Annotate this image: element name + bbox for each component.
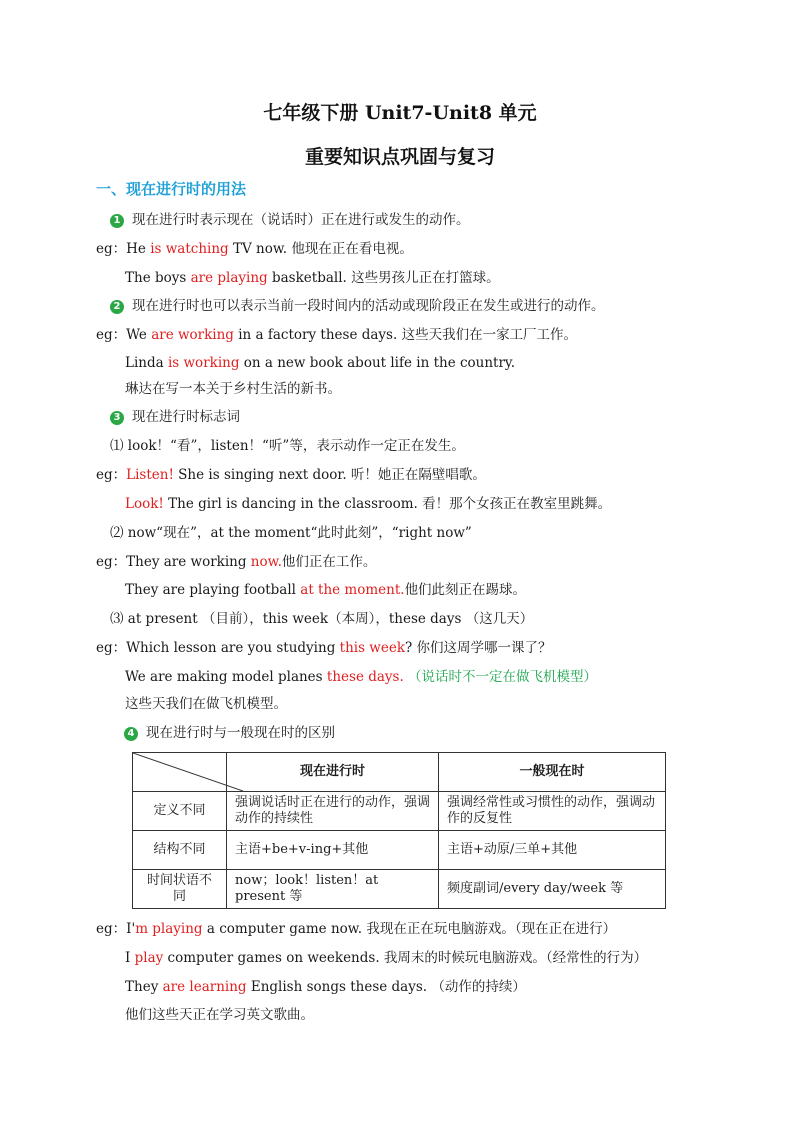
highlight-text: is watching (150, 241, 229, 257)
example-text: They (125, 979, 163, 995)
example-text: in a factory these days. 这些天我们在一家工厂工作。 (233, 327, 578, 343)
table-row (133, 831, 666, 870)
example-line (96, 553, 376, 571)
highlight-text: this week (339, 640, 406, 656)
example-text: The girl is dancing in the classroom. 看！那个女孩正在教室里跳舞。 (163, 496, 612, 512)
point-1 (110, 211, 470, 229)
example-line (125, 668, 597, 686)
table-corner-cell (133, 753, 227, 792)
table-row-label: 结构不同 (133, 831, 227, 870)
example-text: a computer game now. 我现在正在玩电脑游戏。（现在正在进行） (202, 921, 617, 937)
example-text: eg：He (96, 241, 151, 257)
section-heading: 一、现在进行时的用法 (96, 180, 247, 198)
number-4-icon: 4 (124, 727, 138, 741)
example-line (96, 639, 552, 657)
table-row (133, 792, 666, 831)
table-cell: now；look！listen！at present 等 (227, 870, 439, 909)
example-line (125, 581, 526, 599)
highlight-text: Listen! (126, 467, 174, 483)
document-subtitle: 重要知识点巩固与复习 (304, 146, 495, 168)
highlight-text: are learning (162, 979, 247, 995)
sub-point-1: ⑴ look！“看”，listen！“听”等，表示动作一定正在发生。 (110, 438, 465, 454)
comparison-table (132, 752, 666, 909)
example-text: She is singing next door. 听！她正在隔壁唱歌。 (173, 467, 486, 483)
point-2-text: 现在进行时也可以表示当前一段时间内的活动或现阶段正在发生或进行的动作。 (132, 298, 605, 314)
example-text: computer games on weekends. 我周末的时候玩电脑游戏。（经常性的行为） (163, 950, 648, 966)
table-cell: 强调说话时正在进行的动作，强调动作的持续性 (227, 792, 439, 831)
example-line (125, 354, 515, 372)
point-4 (124, 724, 335, 742)
example-line (96, 240, 413, 258)
highlight-text: is working (167, 355, 240, 371)
point-1-text: 现在进行时表示现在（说话时）正在进行或发生的动作。 (132, 212, 470, 228)
example-text: We are making model planes (125, 669, 327, 685)
example-translation: 这些天我们在做飞机模型。 (125, 696, 287, 712)
sub-point-3: ⑶ at present （目前），this week（本周），these days （这几天） (110, 611, 534, 627)
example-text: 他们此刻正在踢球。 (404, 582, 527, 598)
example-text: eg：Which lesson are you studying (96, 640, 340, 656)
example-text: eg：I' (96, 921, 136, 937)
highlight-text: at the moment. (300, 582, 405, 598)
number-1-icon: 1 (110, 214, 124, 228)
table-row (133, 870, 666, 909)
example-line (96, 466, 486, 484)
example-text: eg： (96, 467, 127, 483)
number-3-icon: 3 (110, 411, 124, 425)
example-translation: 他们这些天正在学习英文歌曲。 (125, 1007, 314, 1023)
example-text: I (125, 950, 135, 966)
example-line (125, 978, 526, 996)
example-line (125, 495, 611, 513)
highlight-text: Look! (125, 496, 164, 512)
note-text: （说话时不一定在做飞机模型） (403, 669, 598, 685)
sub-point-2: ⑵ now“现在”，at the moment“此时此刻”，“right now” (110, 525, 472, 541)
highlight-text: are playing (190, 270, 268, 286)
example-text: 他们正在工作。 (281, 554, 377, 570)
highlight-text: are working (151, 327, 234, 343)
table-header: 现在进行时 (227, 753, 439, 792)
table-cell: 强调经常性或习惯性的动作，强调动作的反复性 (439, 792, 666, 831)
example-text: The boys (125, 270, 191, 286)
highlight-text: now. (250, 554, 282, 570)
example-text: eg：We (96, 327, 152, 343)
example-text: eg：They are working (96, 554, 251, 570)
example-text: TV now. 他现在正在看电视。 (228, 241, 413, 257)
number-2-icon: 2 (110, 300, 124, 314)
example-text: Linda (125, 355, 168, 371)
example-translation: 琳达在写一本关于乡村生活的新书。 (125, 381, 341, 397)
example-text: basketball. 这些男孩儿正在打篮球。 (267, 270, 500, 286)
highlight-text: play (134, 950, 164, 966)
document-title: 七年级下册 Unit7-Unit8 单元 (263, 102, 537, 124)
table-header: 一般现在时 (439, 753, 666, 792)
table-cell: 主语+动原/三单+其他 (439, 831, 666, 870)
diagonal-line-icon (133, 753, 243, 791)
example-text: They are playing football (125, 582, 301, 598)
example-text: English songs these days. （动作的持续） (246, 979, 526, 995)
table-cell: 主语+be+v-ing+其他 (227, 831, 439, 870)
point-2 (110, 297, 605, 315)
point-3-text: 现在进行时标志词 (132, 409, 240, 425)
highlight-text: m playing (135, 921, 203, 937)
example-line (96, 920, 616, 938)
point-3 (110, 408, 240, 426)
table-header-row (133, 753, 666, 792)
example-line (125, 949, 647, 967)
example-line (125, 269, 500, 287)
point-4-text: 现在进行时与一般现在时的区别 (146, 725, 335, 741)
example-line (96, 326, 577, 344)
table-row-label: 定义不同 (133, 792, 227, 831)
table-row-label: 时间状语不同 (133, 870, 227, 909)
example-text: ? 你们这周学哪一课了？ (405, 640, 552, 656)
example-text: on a new book about life in the country. (239, 355, 516, 371)
table-cell: 频度副词/every day/week 等 (439, 870, 666, 909)
highlight-text: these days. (326, 669, 404, 685)
